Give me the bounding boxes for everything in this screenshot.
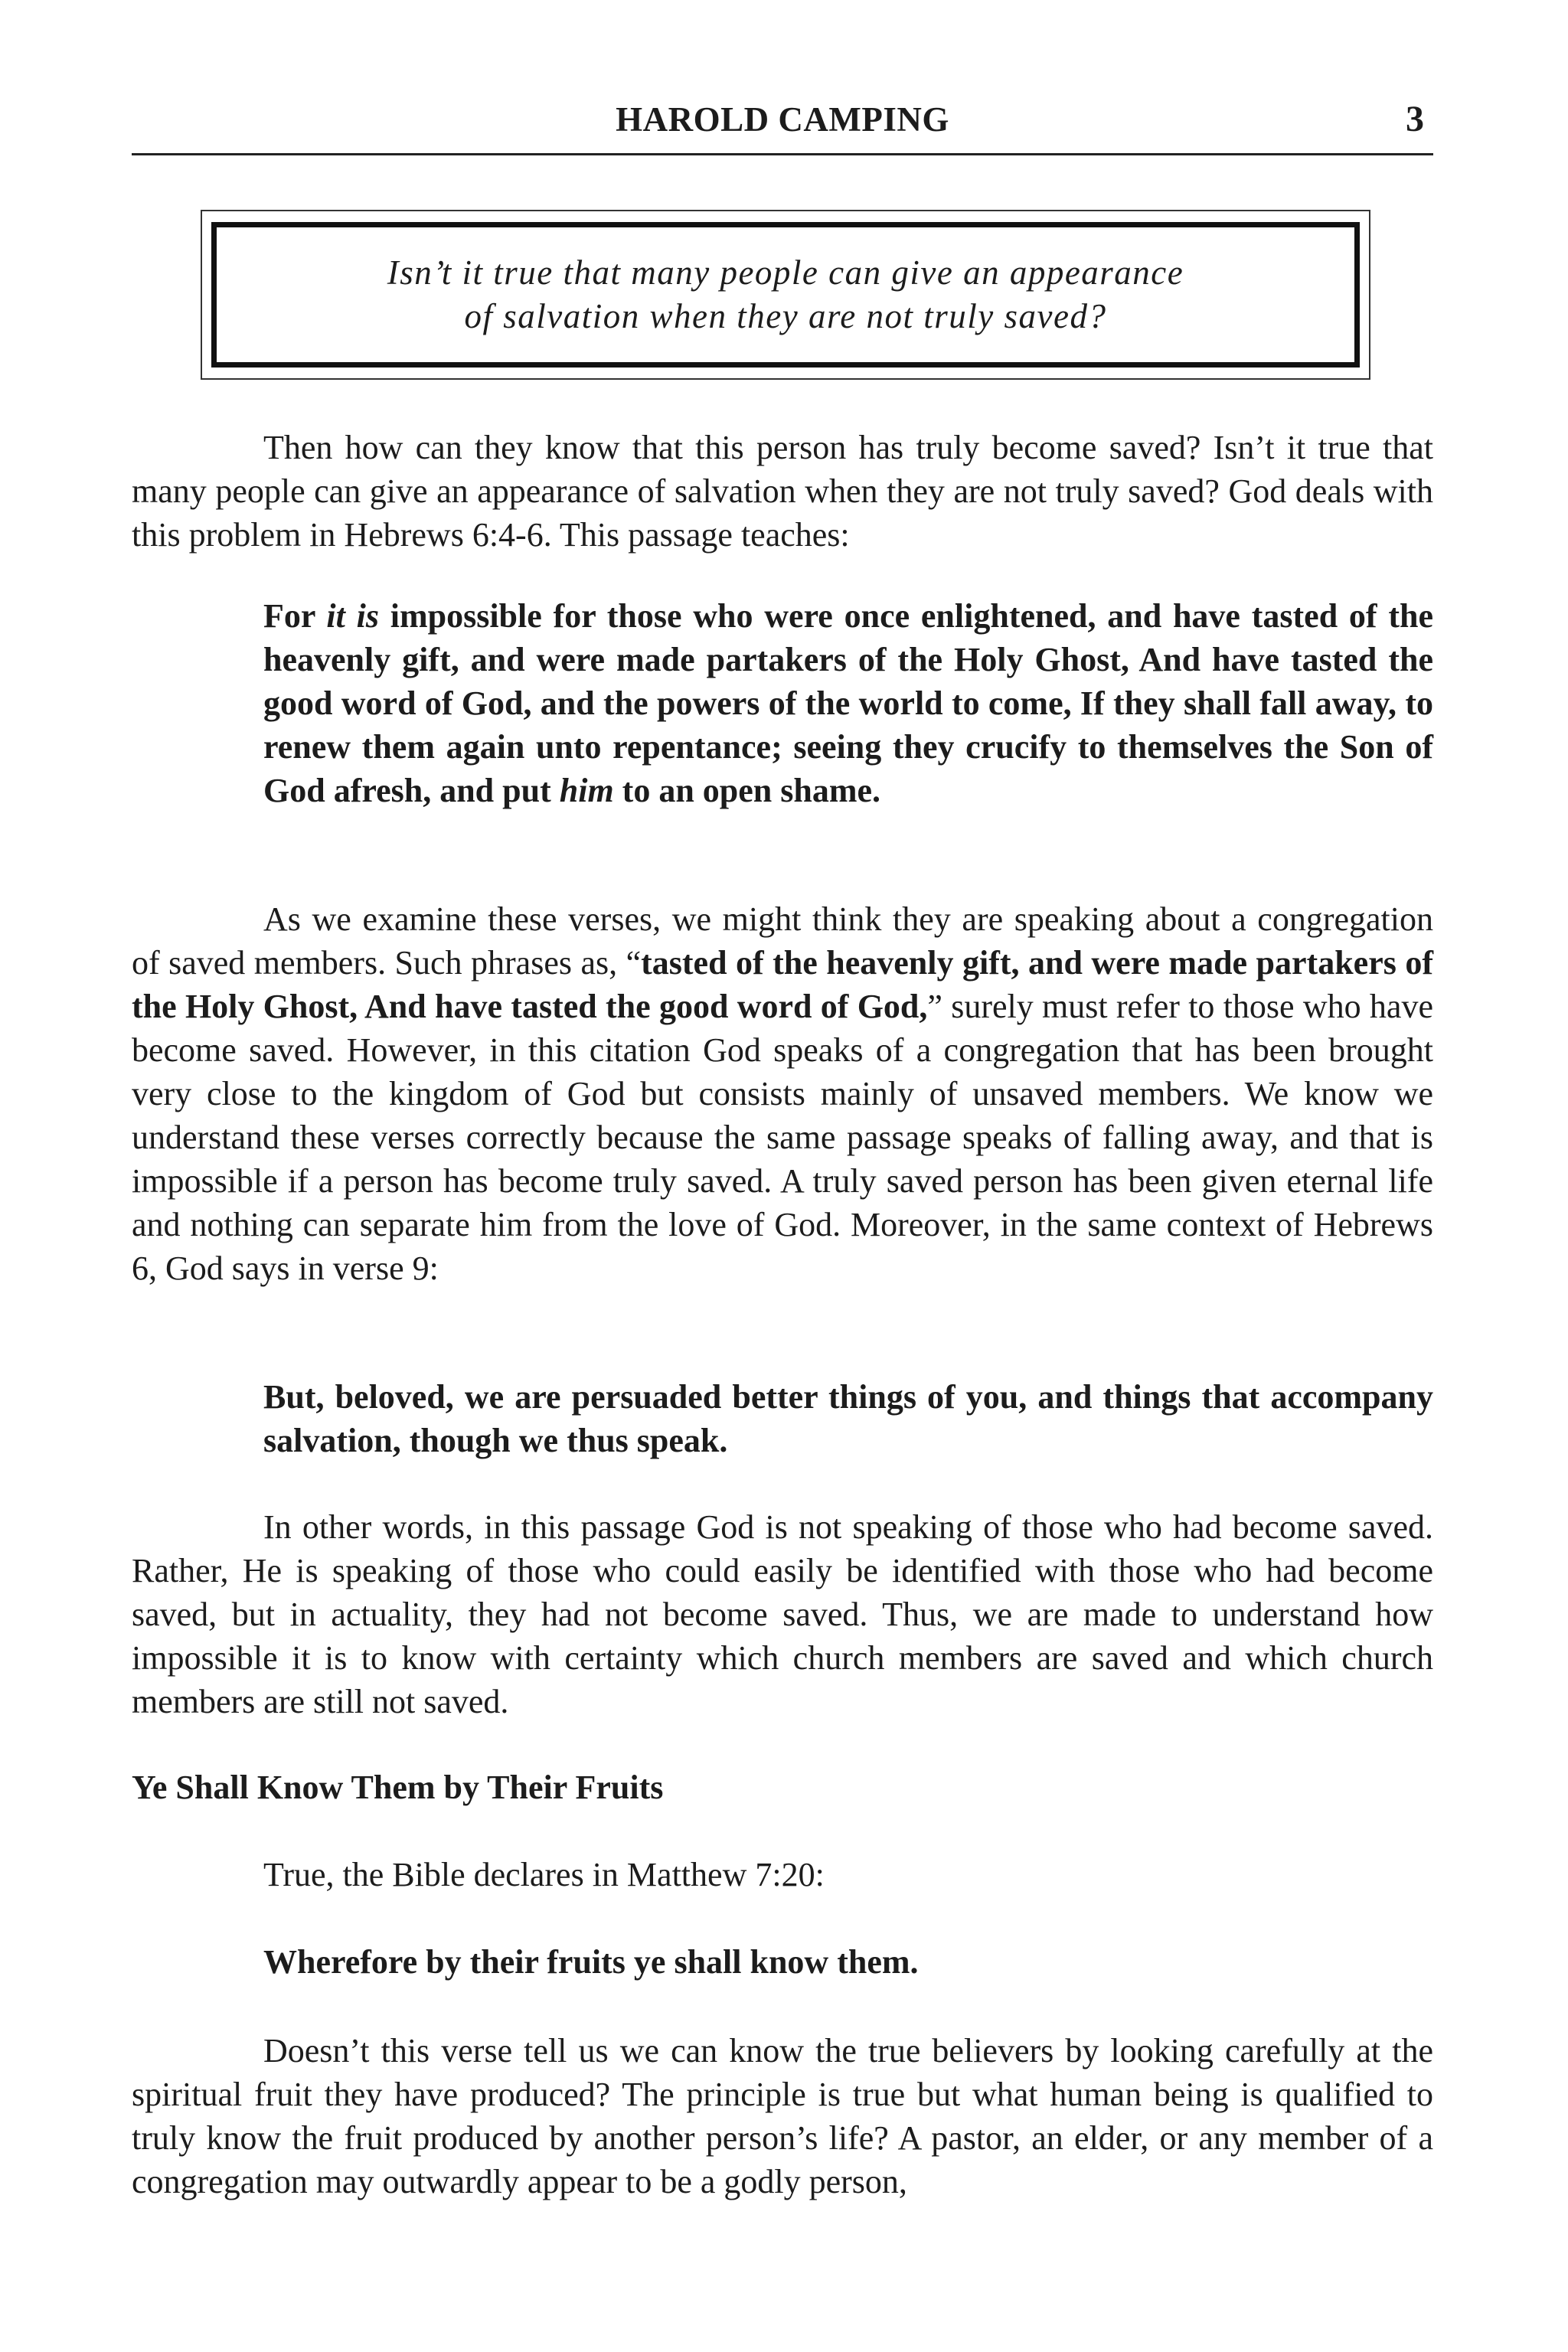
paragraph-2-part-c: ” surely must refer to those who have become saved. However, in this citation God speaks of a congregation that has been brought very close to the kingdom of God but consists mainly of unsaved members. We know we understand these verses correctly because the same passage speaks of falling away, and that is impossible if a person has become truly saved. A truly saved person has been given eternal life and nothing can separate him from the love of God. Moreover, in the same context of Hebrews 6, God says in verse 9: [132,988,1433,1287]
paragraph-5: Doesn’t this verse tell us we can know the true believers by looking carefully at the spiritual fruit they have produced? The principle is true but what human being is qualified to truly know the fruit produced by another person’s life? A pastor, an elder, or any member of a congregation may outwardly appear to be a godly person, [132,2032,1433,2200]
paragraph-4: True, the Bible declares in Matthew 7:20: [263,1856,825,1893]
running-header [132,96,1433,155]
pull-quote-box [201,210,1370,380]
paragraph-3: In other words, in this passage God is not speaking of those who had become saved. Rather, He is speaking of those who could easily be identified with those who had become saved, but in actuality, they had not become saved. Thus, we are made to understand how impossible it is to know with certainty which church members are saved and which church members are still not saved. [132,1508,1433,1720]
paragraph-1: Then how can they know that this person has truly become saved? Isn’t it true that many people can give an appearance of salvation when they are not truly saved? God deals with this problem in Hebrews 6:4-6. This passage teaches: [132,429,1433,554]
verse1-italic-him: him [559,772,614,809]
verse1-part-a: For [263,597,327,635]
scripture-hebrews-6-4-6 [263,594,1433,812]
paragraph-1-block [132,426,1433,557]
paragraph-4-block [132,1853,1433,1896]
paragraph-2-bold-quote: tasted of the heavenly gift, and were made partakers of the Holy Ghost, And have tasted the good word of God, [132,944,1433,1025]
pull-quote-text [303,251,1268,338]
verse1-part-c: impossible for those who were once enlightened, and have tasted of the heavenly gift, and were made partakers of the Holy Ghost, And have tasted the good word of God, and the powers of the world to come, If they shall fall away, to renew them again unto repentance; seeing they crucify to themselves the Son of God afresh, and put [263,597,1434,809]
pull-quote-frame [211,222,1360,368]
verse1-italic-it-is: it is [326,597,379,635]
scripture-matthew-7-20: Wherefore by their fruits ye shall know them. [263,1943,919,1981]
paragraph-2 [132,897,1433,1290]
paragraph-3-block [132,1505,1433,1723]
paragraph-2-block [132,897,1433,1290]
verse1-part-e: to an open shame. [613,772,881,809]
running-title: HAROLD CAMPING [616,100,949,139]
paragraph-5-block [132,2029,1433,2203]
scripture-hebrews-6-9: But, beloved, we are persuaded better things of you, and things that accompany salvation, though we thus speak. [263,1378,1433,1459]
page-number: 3 [1406,99,1424,139]
pull-quote-line-1: Isn’t it true that many people can give an appearance [387,253,1184,292]
pull-quote-line-2: of salvation when they are not truly saved? [464,297,1107,335]
paragraph-2-part-a: As we examine these verses, we might think they are speaking about a congregation of saved members. Such phrases as, “ [132,900,1433,982]
section-heading: Ye Shall Know Them by Their Fruits [132,1769,664,1806]
